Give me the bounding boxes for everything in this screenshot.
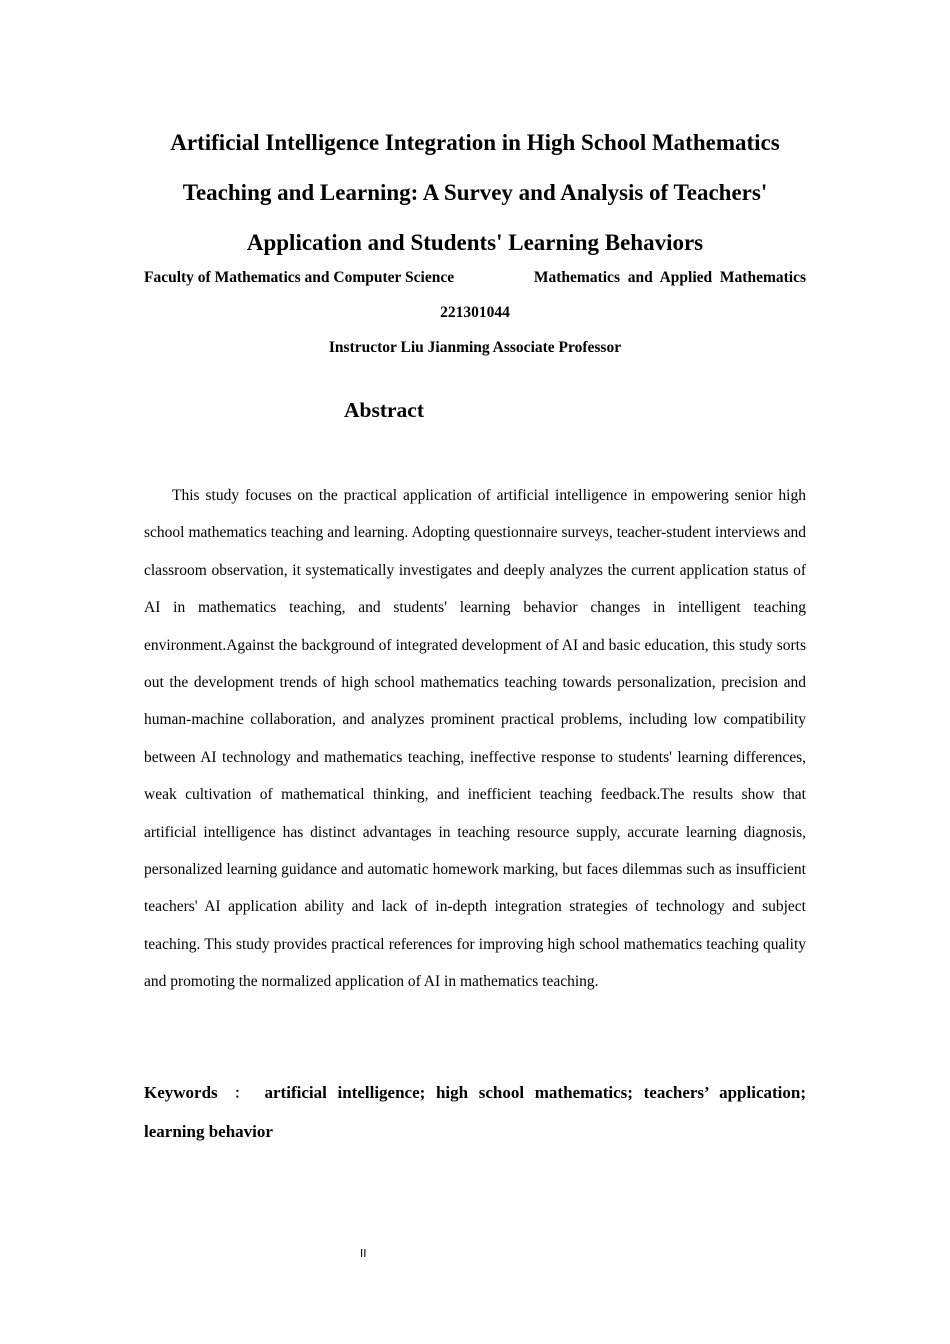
title-line: Application and Students' Learning Behaviors — [246, 230, 704, 255]
author-affiliation — [144, 267, 806, 289]
instructor-line: Instructor Liu Jianming Associate Professor — [328, 339, 622, 356]
keywords-separator: ： — [227, 1087, 255, 1102]
major-name: Mathematics and Applied Mathematics — [533, 269, 806, 286]
title-line: Artificial Intelligence Integration in High School Mathematics — [170, 130, 780, 155]
page-number: II — [360, 1247, 367, 1260]
paper-title — [110, 118, 840, 268]
keywords-label: Keywords — [144, 1083, 218, 1102]
abstract-body: This study focuses on the practical application of artificial intelligence in empowering senior high school mathematics teaching and learning. Adopting questionnaire surveys, teacher-student interviews and classroom observation, it systematically investigates and deeply analyzes the current application status of AI in mathematics teaching, and students' learning behavior changes in intelligent teaching environment.Against the background of integrated development of AI and basic education, this study sorts out the development trends of high school mathematics teaching towards personalization, precision and human-machine collaboration, and analyzes prominent practical problems, including low compatibility between AI technology and mathematics teaching, ineffective response to students' learning differences, weak cultivation of mathematical thinking, and inefficient teaching feedback.The results show that artificial intelligence has distinct advantages in teaching resource supply, accurate learning diagnosis, personalized learning guidance and automatic homework marking, but faces dilemmas such as insufficient teachers' AI application ability and lack of in-depth integration strategies of technology and subject teaching. This study provides practical references for improving high school mathematics teaching quality and promoting the normalized application of AI in mathematics teaching. — [144, 487, 806, 991]
keywords-text: artificial intelligence; high school mathematics; teachers’ application; learning behavior — [144, 1083, 806, 1141]
student-id: 221301044 — [440, 304, 510, 321]
faculty-name: Faculty of Mathematics and Computer Science — [144, 269, 455, 286]
keywords-line — [144, 1074, 806, 1150]
title-line: Teaching and Learning: A Survey and Analysis of Teachers' — [182, 180, 768, 205]
abstract-heading: Abstract — [344, 398, 425, 422]
